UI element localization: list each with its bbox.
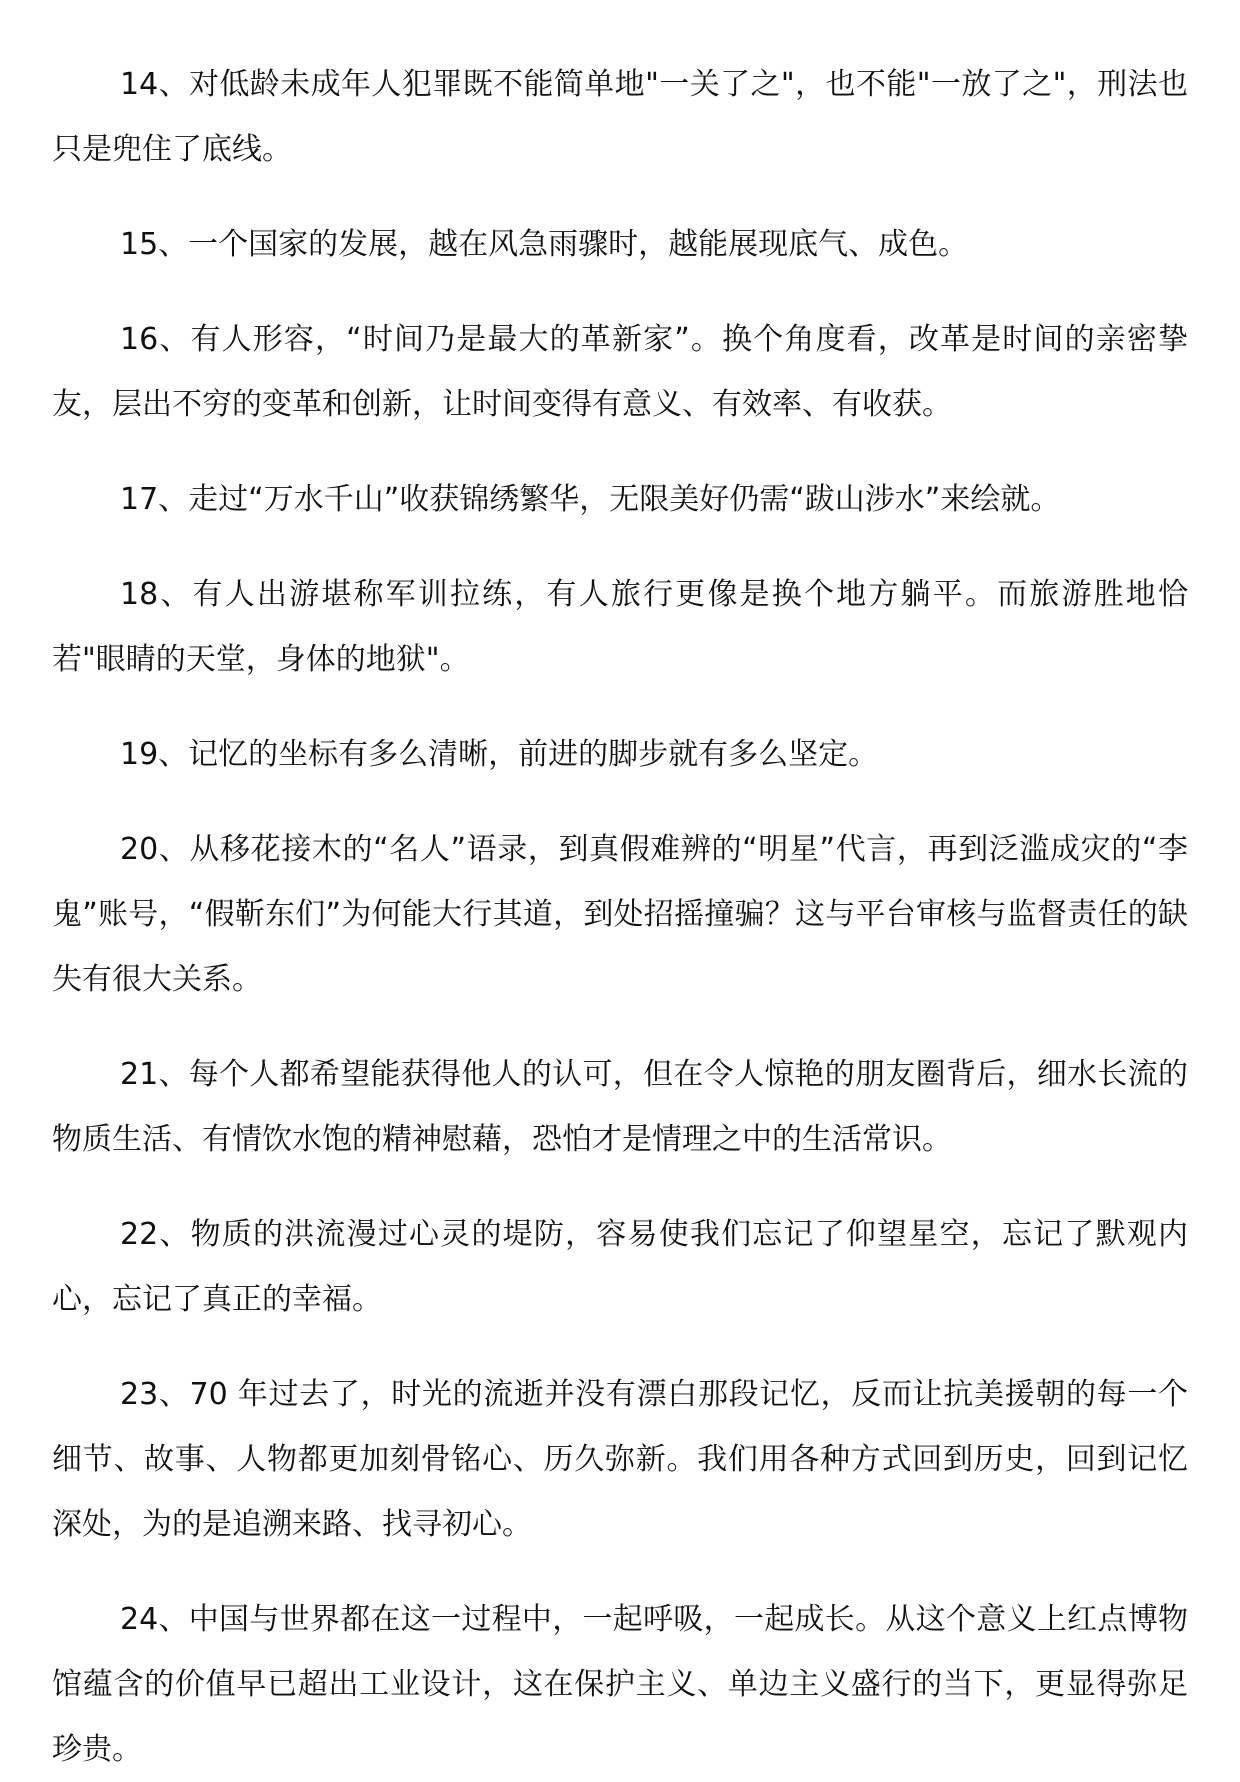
paragraph-20: 20、从移花接木的“名人”语录，到真假难辨的“明星”代言，再到泛滥成灾的“李鬼”账号，“假靳东们”为何能大行其道，到处招摇撞骗？这与平台审核与监督责任的缺失有很大关系。 bbox=[52, 832, 1188, 997]
paragraph-17: 17、走过“万水千山”收获锦绣繁华，无限美好仍需“跋山涉水”来绘就。 bbox=[120, 482, 1061, 517]
paragraph-21: 21、每个人都希望能获得他人的认可，但在令人惊艳的朋友圈背后，细水长流的物质生活、有情饮水饱的精神慰藉，恐怕才是情理之中的生活常识。 bbox=[52, 1057, 1188, 1157]
paragraph-15: 15、一个国家的发展，越在风急雨骤时，越能展现底气、成色。 bbox=[120, 227, 969, 262]
paragraph-18: 18、有人出游堪称军训拉练，有人旅行更像是换个地方躺平。而旅游胜地恰若"眼睛的天堂，身体的地狱"。 bbox=[52, 577, 1188, 677]
paragraph-14: 14、对低龄未成年人犯罪既不能简单地"一关了之"，也不能"一放了之"，刑法也只是兜住了底线。 bbox=[52, 67, 1188, 167]
paragraph-19: 19、记忆的坐标有多么清晰，前进的脚步就有多么坚定。 bbox=[120, 737, 879, 772]
paragraph-22: 22、物质的洪流漫过心灵的堤防，容易使我们忘记了仰望星空，忘记了默观内心，忘记了真正的幸福。 bbox=[52, 1217, 1188, 1317]
paragraph-24: 24、中国与世界都在这一过程中，一起呼吸，一起成长。从这个意义上红点博物馆蕴含的价值早已超出工业设计，这在保护主义、单边主义盛行的当下，更显得弥足珍贵。 bbox=[52, 1602, 1188, 1767]
paragraph-23: 23、70 年过去了，时光的流逝并没有漂白那段记忆，反而让抗美援朝的每一个细节、故事、人物都更加刻骨铭心、历久弥新。我们用各种方式回到历史，回到记忆深处，为的是追溯来路、找寻初心。 bbox=[52, 1377, 1188, 1542]
paragraph-16: 16、有人形容，“时间乃是最大的革新家”。换个角度看，改革是时间的亲密挚友，层出不穷的变革和创新，让时间变得有意义、有效率、有收获。 bbox=[52, 322, 1188, 422]
